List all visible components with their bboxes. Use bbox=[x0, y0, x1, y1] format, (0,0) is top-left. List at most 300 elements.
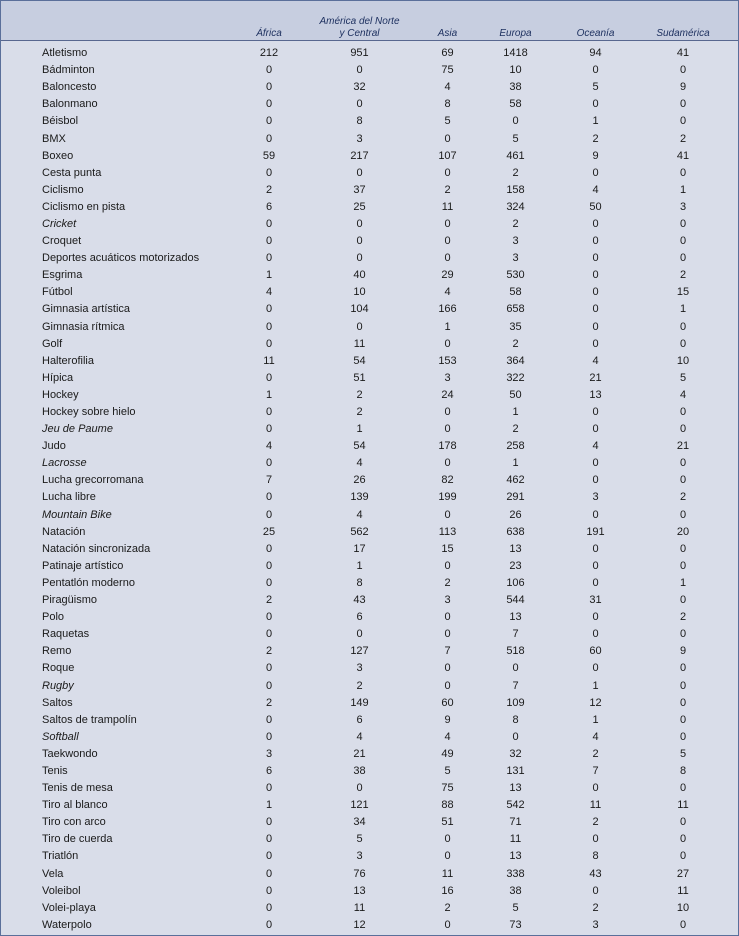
cell-europa: 10 bbox=[509, 64, 522, 77]
cell-africa: 0 bbox=[265, 132, 273, 145]
cell-oceania: 31 bbox=[589, 594, 602, 607]
cell-africa: 25 bbox=[262, 525, 276, 538]
cell-europa: 38 bbox=[509, 81, 522, 94]
cell-sudamerica: 1 bbox=[679, 183, 687, 196]
cell-africa: 0 bbox=[265, 901, 273, 914]
cell-oceania: 13 bbox=[589, 388, 602, 401]
cell-oceania: 191 bbox=[586, 525, 605, 538]
cell-oceania: 5 bbox=[592, 81, 599, 94]
cell-sudamerica: 0 bbox=[679, 235, 687, 248]
table-row bbox=[1, 883, 738, 900]
cell-asia: 0 bbox=[444, 679, 451, 692]
header-asia: Asia bbox=[437, 28, 458, 39]
cell-oceania: 0 bbox=[592, 576, 599, 589]
cell-america-norte-central: 951 bbox=[350, 47, 369, 60]
cell-oceania: 3 bbox=[592, 918, 599, 931]
cell-europa: 324 bbox=[506, 200, 525, 213]
sport-name: Tiro de cuerda bbox=[42, 833, 113, 846]
table-row bbox=[1, 165, 738, 182]
table-row bbox=[1, 814, 738, 831]
table-row bbox=[1, 45, 738, 62]
cell-america-norte-central: 34 bbox=[353, 816, 366, 829]
cell-asia: 0 bbox=[444, 252, 451, 265]
sport-name: Cesta punta bbox=[42, 166, 102, 179]
cell-oceania: 0 bbox=[592, 423, 599, 436]
table-row bbox=[1, 524, 738, 541]
cell-europa: 38 bbox=[509, 884, 522, 897]
cell-america-norte-central: 12 bbox=[353, 918, 366, 931]
cell-sudamerica: 0 bbox=[679, 918, 687, 931]
cell-asia: 0 bbox=[444, 662, 451, 675]
table-row bbox=[1, 575, 738, 592]
sport-name: Béisbol bbox=[42, 115, 79, 128]
cell-sudamerica: 10 bbox=[676, 354, 690, 367]
sport-name: Hockey sobre hielo bbox=[42, 406, 136, 419]
sport-name: Golf bbox=[42, 337, 63, 350]
cell-sudamerica: 1 bbox=[679, 303, 687, 316]
cell-sudamerica: 8 bbox=[679, 764, 687, 777]
cell-sudamerica: 0 bbox=[679, 423, 687, 436]
cell-asia: 0 bbox=[444, 611, 451, 624]
cell-africa: 0 bbox=[265, 867, 273, 880]
cell-sudamerica: 9 bbox=[679, 645, 687, 658]
cell-sudamerica: 0 bbox=[679, 252, 687, 265]
cell-europa: 11 bbox=[509, 833, 522, 846]
cell-europa: 73 bbox=[509, 918, 522, 931]
cell-america-norte-central: 8 bbox=[356, 576, 363, 589]
cell-europa: 2 bbox=[512, 217, 519, 230]
cell-africa: 4 bbox=[265, 286, 273, 299]
table-row bbox=[1, 148, 738, 165]
cell-asia: 5 bbox=[444, 115, 451, 128]
table-row bbox=[1, 113, 738, 130]
cell-africa: 0 bbox=[265, 730, 273, 743]
sport-name: Softball bbox=[42, 730, 79, 743]
cell-europa: 0 bbox=[512, 730, 519, 743]
table-row bbox=[1, 250, 738, 267]
cell-europa: 0 bbox=[512, 115, 519, 128]
cell-africa: 1 bbox=[265, 269, 273, 282]
cell-america-norte-central: 40 bbox=[353, 269, 366, 282]
cell-europa: 5 bbox=[512, 132, 519, 145]
cell-asia: 2 bbox=[444, 576, 451, 589]
cell-oceania: 0 bbox=[592, 457, 599, 470]
cell-oceania: 0 bbox=[592, 235, 599, 248]
cell-america-norte-central: 54 bbox=[353, 440, 366, 453]
sport-name: Boxeo bbox=[42, 149, 74, 162]
cell-america-norte-central: 3 bbox=[356, 132, 363, 145]
sport-name: Hípica bbox=[42, 371, 74, 384]
cell-oceania: 0 bbox=[592, 166, 599, 179]
sport-name: Lucha grecorromana bbox=[42, 474, 144, 487]
cell-europa: 461 bbox=[506, 149, 525, 162]
cell-sudamerica: 1 bbox=[679, 576, 687, 589]
cell-asia: 153 bbox=[438, 354, 457, 367]
cell-europa: 32 bbox=[509, 747, 522, 760]
cell-europa: 5 bbox=[512, 901, 519, 914]
cell-asia: 75 bbox=[441, 64, 454, 77]
cell-asia: 8 bbox=[444, 98, 451, 111]
cell-europa: 13 bbox=[509, 782, 522, 795]
cell-africa: 3 bbox=[265, 747, 273, 760]
cell-asia: 166 bbox=[438, 303, 457, 316]
cell-africa: 4 bbox=[265, 440, 273, 453]
cell-oceania: 0 bbox=[592, 303, 599, 316]
sport-name: Vela bbox=[42, 867, 64, 880]
cell-sudamerica: 0 bbox=[679, 594, 687, 607]
cell-europa: 50 bbox=[509, 388, 522, 401]
sport-name: Tenis de mesa bbox=[42, 782, 113, 795]
cell-europa: 658 bbox=[506, 303, 525, 316]
cell-sudamerica: 0 bbox=[679, 713, 687, 726]
cell-europa: 58 bbox=[509, 98, 522, 111]
cell-oceania: 60 bbox=[589, 645, 602, 658]
cell-oceania: 4 bbox=[592, 730, 599, 743]
cell-oceania: 4 bbox=[592, 440, 599, 453]
cell-africa: 0 bbox=[265, 782, 273, 795]
table-row bbox=[1, 455, 738, 472]
cell-europa: 7 bbox=[512, 628, 519, 641]
cell-sudamerica: 0 bbox=[679, 217, 687, 230]
cell-africa: 0 bbox=[265, 371, 273, 384]
cell-america-norte-central: 4 bbox=[356, 730, 363, 743]
cell-sudamerica: 0 bbox=[679, 98, 687, 111]
table-row bbox=[1, 507, 738, 524]
sport-name: Tenis bbox=[42, 764, 68, 777]
table-row bbox=[1, 797, 738, 814]
cell-sudamerica: 0 bbox=[679, 337, 687, 350]
sport-name: Gimnasia rítmica bbox=[42, 320, 125, 333]
cell-asia: 0 bbox=[444, 217, 451, 230]
table-row bbox=[1, 900, 738, 917]
cell-sudamerica: 0 bbox=[679, 816, 687, 829]
cell-america-norte-central: 37 bbox=[353, 183, 366, 196]
sport-name: Esgrima bbox=[42, 269, 83, 282]
cell-europa: 35 bbox=[509, 320, 522, 333]
cell-europa: 3 bbox=[512, 252, 519, 265]
cell-asia: 5 bbox=[444, 764, 451, 777]
cell-europa: 109 bbox=[506, 696, 525, 709]
cell-oceania: 0 bbox=[592, 833, 599, 846]
cell-europa: 26 bbox=[509, 508, 522, 521]
cell-europa: 544 bbox=[506, 594, 525, 607]
cell-europa: 0 bbox=[512, 662, 519, 675]
cell-sudamerica: 41 bbox=[676, 149, 690, 162]
cell-america-norte-central: 1 bbox=[356, 559, 363, 572]
cell-asia: 7 bbox=[444, 645, 451, 658]
sport-name: Lucha libre bbox=[42, 491, 96, 504]
cell-america-norte-central: 0 bbox=[356, 98, 363, 111]
cell-sudamerica: 0 bbox=[679, 782, 687, 795]
table-row bbox=[1, 199, 738, 216]
cell-asia: 0 bbox=[444, 508, 451, 521]
cell-america-norte-central: 4 bbox=[356, 457, 363, 470]
sport-name: Rugby bbox=[42, 679, 74, 692]
cell-europa: 7 bbox=[512, 679, 519, 692]
sport-name: Gimnasia artística bbox=[42, 303, 131, 316]
sport-name: Fútbol bbox=[42, 286, 73, 299]
table-row bbox=[1, 592, 738, 609]
sport-name: Natación sincronizada bbox=[42, 542, 151, 555]
cell-oceania: 2 bbox=[592, 132, 599, 145]
cell-sudamerica: 15 bbox=[676, 286, 690, 299]
cell-america-norte-central: 11 bbox=[353, 337, 366, 350]
table-row bbox=[1, 541, 738, 558]
cell-oceania: 0 bbox=[592, 217, 599, 230]
sport-name: Volei-playa bbox=[42, 901, 96, 914]
cell-asia: 82 bbox=[441, 474, 454, 487]
cell-sudamerica: 20 bbox=[676, 525, 690, 538]
cell-oceania: 0 bbox=[592, 406, 599, 419]
cell-africa: 0 bbox=[265, 252, 273, 265]
cell-oceania: 50 bbox=[589, 200, 602, 213]
cell-asia: 0 bbox=[444, 423, 451, 436]
cell-asia: 51 bbox=[441, 816, 454, 829]
cell-africa: 2 bbox=[265, 696, 273, 709]
cell-sudamerica: 0 bbox=[679, 730, 687, 743]
table-row bbox=[1, 609, 738, 626]
cell-america-norte-central: 127 bbox=[350, 645, 369, 658]
cell-africa: 0 bbox=[265, 320, 273, 333]
cell-africa: 0 bbox=[265, 423, 273, 436]
cell-africa: 59 bbox=[262, 149, 276, 162]
cell-europa: 2 bbox=[512, 166, 519, 179]
cell-oceania: 94 bbox=[589, 47, 602, 60]
cell-africa: 0 bbox=[265, 628, 273, 641]
cell-europa: 3 bbox=[512, 235, 519, 248]
cell-europa: 364 bbox=[506, 354, 525, 367]
cell-america-norte-central: 121 bbox=[350, 799, 369, 812]
cell-oceania: 4 bbox=[592, 354, 599, 367]
cell-asia: 0 bbox=[444, 235, 451, 248]
cell-sudamerica: 11 bbox=[677, 799, 689, 812]
cell-oceania: 4 bbox=[592, 183, 599, 196]
cell-america-norte-central: 43 bbox=[353, 594, 366, 607]
cell-asia: 60 bbox=[441, 696, 454, 709]
cell-sudamerica: 0 bbox=[679, 542, 687, 555]
cell-oceania: 21 bbox=[589, 371, 602, 384]
cell-asia: 0 bbox=[444, 918, 451, 931]
table-row bbox=[1, 438, 738, 455]
cell-america-norte-central: 3 bbox=[356, 850, 363, 863]
cell-africa: 0 bbox=[265, 406, 273, 419]
cell-america-norte-central: 6 bbox=[356, 611, 363, 624]
cell-sudamerica: 0 bbox=[679, 559, 687, 572]
header-america-norte-central-label: América del Norte y Central bbox=[319, 16, 400, 39]
cell-america-norte-central: 11 bbox=[353, 901, 366, 914]
cell-america-norte-central: 76 bbox=[353, 867, 366, 880]
table-row bbox=[1, 233, 738, 250]
cell-oceania: 2 bbox=[592, 816, 599, 829]
cell-sudamerica: 3 bbox=[679, 200, 687, 213]
cell-africa: 212 bbox=[259, 47, 279, 60]
sport-name: Polo bbox=[42, 611, 65, 624]
sport-name: Atletismo bbox=[42, 47, 88, 60]
cell-africa: 1 bbox=[265, 388, 273, 401]
table-row bbox=[1, 130, 738, 147]
sport-name: Taekwondo bbox=[42, 747, 98, 760]
cell-america-norte-central: 5 bbox=[356, 833, 363, 846]
cell-africa: 0 bbox=[265, 816, 273, 829]
cell-oceania: 1 bbox=[592, 713, 599, 726]
cell-africa: 0 bbox=[265, 576, 273, 589]
cell-asia: 11 bbox=[441, 867, 454, 880]
sport-name: Halterofilia bbox=[42, 354, 94, 367]
cell-africa: 1 bbox=[265, 799, 273, 812]
cell-africa: 0 bbox=[265, 457, 273, 470]
cell-asia: 0 bbox=[444, 132, 451, 145]
cell-africa: 0 bbox=[265, 662, 273, 675]
table-row bbox=[1, 421, 738, 438]
cell-africa: 0 bbox=[265, 611, 273, 624]
cell-sudamerica: 0 bbox=[679, 508, 687, 521]
table-row bbox=[1, 62, 738, 79]
header-sudamerica: Sudamérica bbox=[656, 28, 710, 39]
cell-america-norte-central: 32 bbox=[353, 81, 366, 94]
cell-oceania: 0 bbox=[592, 269, 599, 282]
cell-asia: 88 bbox=[441, 799, 454, 812]
cell-oceania: 0 bbox=[592, 286, 599, 299]
cell-africa: 0 bbox=[265, 81, 273, 94]
cell-europa: 338 bbox=[506, 867, 525, 880]
cell-africa: 0 bbox=[265, 303, 273, 316]
cell-europa: 322 bbox=[506, 371, 525, 384]
sport-name: Voleibol bbox=[42, 884, 81, 897]
cell-europa: 2 bbox=[512, 423, 519, 436]
cell-america-norte-central: 139 bbox=[350, 491, 369, 504]
cell-oceania: 0 bbox=[592, 98, 599, 111]
cell-america-norte-central: 25 bbox=[353, 200, 366, 213]
sport-name: Mountain Bike bbox=[42, 508, 112, 521]
cell-sudamerica: 0 bbox=[679, 406, 687, 419]
medals-table bbox=[1, 1, 738, 934]
cell-america-norte-central: 54 bbox=[353, 354, 366, 367]
cell-america-norte-central: 21 bbox=[353, 747, 366, 760]
cell-asia: 2 bbox=[444, 901, 451, 914]
sport-name: Roque bbox=[42, 662, 75, 675]
table-row bbox=[1, 643, 738, 660]
cell-oceania: 1 bbox=[592, 679, 599, 692]
sport-name: Croquet bbox=[42, 235, 82, 248]
cell-africa: 0 bbox=[265, 166, 273, 179]
cell-sudamerica: 0 bbox=[679, 166, 687, 179]
sport-name: Saltos de trampolín bbox=[42, 713, 137, 726]
cell-sudamerica: 0 bbox=[679, 850, 687, 863]
table-row bbox=[1, 729, 738, 746]
sport-name: Jeu de Paume bbox=[42, 423, 113, 436]
sport-name: Hockey bbox=[42, 388, 79, 401]
table-body bbox=[1, 45, 738, 934]
table-row bbox=[1, 763, 738, 780]
cell-oceania: 3 bbox=[592, 491, 599, 504]
cell-africa: 0 bbox=[265, 98, 273, 111]
cell-africa: 0 bbox=[265, 337, 273, 350]
sport-name: Deportes acuáticos motorizados bbox=[42, 252, 200, 265]
cell-asia: 15 bbox=[441, 542, 454, 555]
sport-name: Cricket bbox=[42, 217, 77, 230]
table-row bbox=[1, 558, 738, 575]
cell-sudamerica: 0 bbox=[679, 833, 687, 846]
cell-asia: 0 bbox=[444, 457, 451, 470]
cell-america-norte-central: 51 bbox=[353, 371, 366, 384]
cell-sudamerica: 27 bbox=[676, 867, 690, 880]
cell-america-norte-central: 217 bbox=[350, 149, 369, 162]
table-row bbox=[1, 79, 738, 96]
cell-africa: 0 bbox=[265, 115, 273, 128]
header-oceania: Oceanía bbox=[576, 28, 615, 39]
cell-asia: 9 bbox=[444, 713, 451, 726]
cell-africa: 0 bbox=[265, 542, 273, 555]
cell-oceania: 11 bbox=[589, 799, 602, 812]
cell-europa: 131 bbox=[506, 764, 525, 777]
table-row bbox=[1, 695, 738, 712]
cell-oceania: 0 bbox=[592, 542, 599, 555]
cell-oceania: 0 bbox=[592, 662, 599, 675]
cell-oceania: 0 bbox=[592, 884, 599, 897]
cell-america-norte-central: 6 bbox=[356, 713, 363, 726]
cell-america-norte-central: 17 bbox=[353, 542, 366, 555]
sport-name: Patinaje artístico bbox=[42, 559, 124, 572]
cell-asia: 0 bbox=[444, 406, 451, 419]
sport-name: Raquetas bbox=[42, 628, 90, 641]
cell-america-norte-central: 104 bbox=[350, 303, 369, 316]
table-row bbox=[1, 404, 738, 421]
sport-name: Tiro al blanco bbox=[42, 799, 108, 812]
cell-america-norte-central: 4 bbox=[356, 508, 363, 521]
cell-america-norte-central: 3 bbox=[356, 662, 363, 675]
sport-name: Triatlón bbox=[42, 850, 79, 863]
cell-europa: 258 bbox=[506, 440, 525, 453]
cell-europa: 158 bbox=[506, 183, 525, 196]
cell-africa: 0 bbox=[265, 679, 273, 692]
table-row bbox=[1, 353, 738, 370]
cell-oceania: 1 bbox=[592, 115, 599, 128]
cell-oceania: 0 bbox=[592, 474, 599, 487]
cell-sudamerica: 2 bbox=[679, 611, 687, 624]
sport-name: Natación bbox=[42, 525, 86, 538]
cell-europa: 2 bbox=[512, 337, 519, 350]
cell-sudamerica: 0 bbox=[679, 474, 687, 487]
cell-europa: 462 bbox=[506, 474, 525, 487]
cell-asia: 0 bbox=[444, 559, 451, 572]
cell-africa: 2 bbox=[265, 183, 273, 196]
cell-america-norte-central: 2 bbox=[356, 679, 363, 692]
cell-asia: 11 bbox=[441, 200, 454, 213]
cell-sudamerica: 0 bbox=[679, 115, 687, 128]
cell-africa: 0 bbox=[265, 833, 273, 846]
cell-asia: 2 bbox=[444, 183, 451, 196]
cell-asia: 3 bbox=[444, 371, 451, 384]
cell-asia: 0 bbox=[444, 628, 451, 641]
cell-asia: 4 bbox=[444, 286, 451, 299]
cell-africa: 0 bbox=[265, 918, 273, 931]
cell-sudamerica: 9 bbox=[679, 81, 687, 94]
cell-africa: 7 bbox=[265, 474, 273, 487]
cell-africa: 0 bbox=[265, 713, 273, 726]
sport-name: Lacrosse bbox=[42, 457, 87, 470]
header-europa: Europa bbox=[499, 28, 532, 39]
cell-america-norte-central: 0 bbox=[356, 166, 363, 179]
sport-name: BMX bbox=[42, 132, 66, 145]
cell-europa: 13 bbox=[509, 542, 522, 555]
cell-africa: 0 bbox=[265, 850, 273, 863]
table-row bbox=[1, 267, 738, 284]
sport-name: Pentatlón moderno bbox=[42, 576, 135, 589]
cell-sudamerica: 4 bbox=[679, 388, 687, 401]
header-america-norte-central bbox=[292, 1, 427, 45]
table-row bbox=[1, 370, 738, 387]
cell-oceania: 0 bbox=[592, 559, 599, 572]
